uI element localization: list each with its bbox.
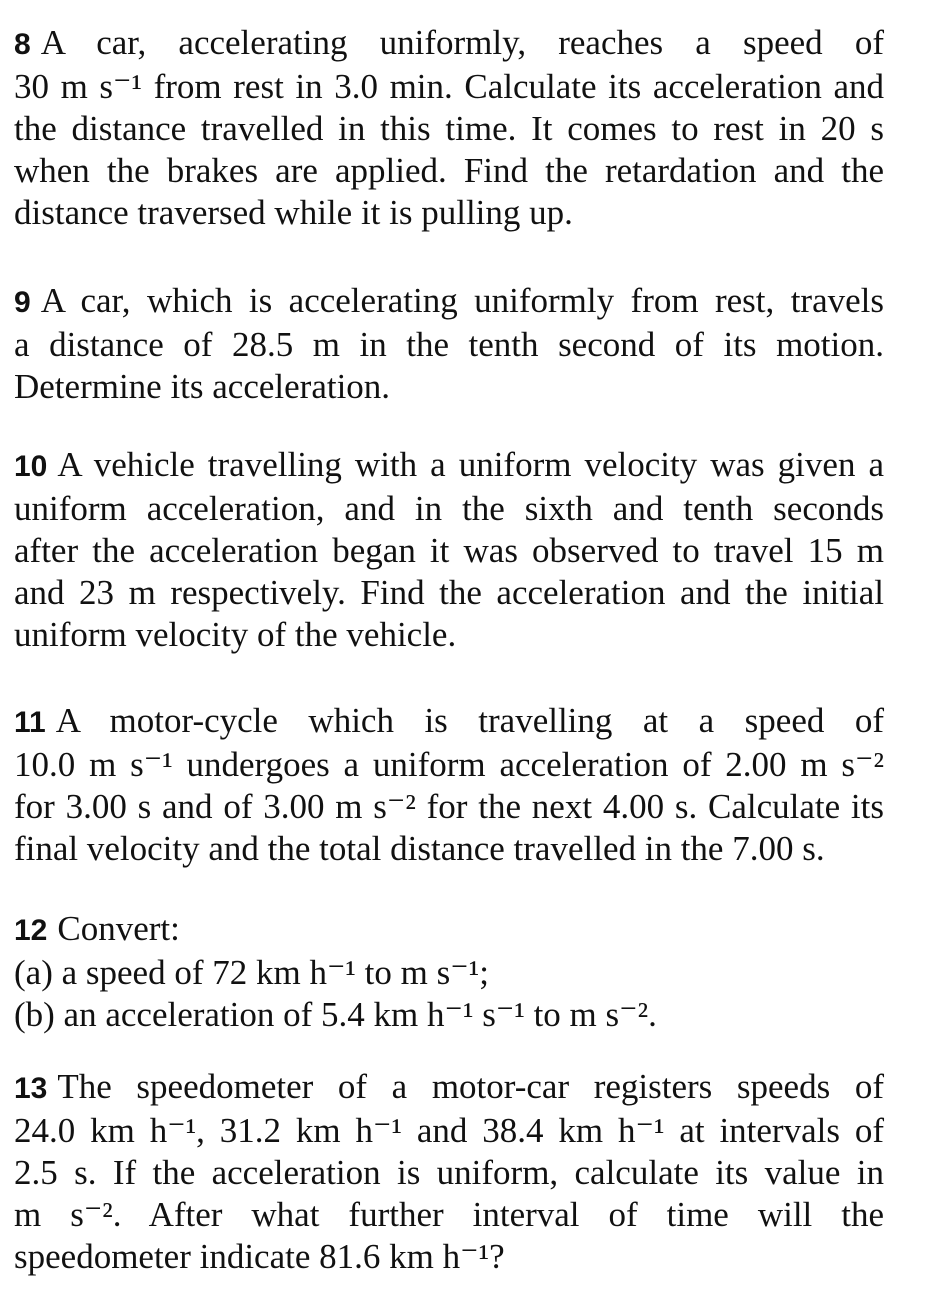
problem-line: the distance travelled in this time. It comes to rest in 20 s	[14, 109, 884, 148]
problem-number: 9	[14, 286, 31, 319]
problem-line: (a) a speed of 72 km h⁻¹ to m s⁻¹;	[14, 953, 489, 992]
problem-11	[14, 700, 884, 870]
problem-text: Convert:	[57, 909, 180, 948]
problem-line: distance traversed while it is pulling up.	[14, 193, 573, 232]
problem-12	[14, 908, 884, 1036]
problem-line	[14, 700, 884, 744]
problem-line	[14, 22, 884, 66]
problem-line: 10.0 m s⁻¹ undergoes a uniform acceleration of 2.00 m s⁻²	[14, 745, 884, 784]
problem-number: 12	[14, 914, 48, 947]
problem-text: A vehicle travelling with a uniform velocity was given a	[57, 445, 884, 484]
problem-number: 8	[14, 28, 31, 61]
problem-line: m s⁻². After what further interval of time will the	[14, 1195, 884, 1234]
problem-text: A car, accelerating uniformly, reaches a speed of	[40, 23, 884, 62]
problem-text: The speedometer of a motor-car registers speeds of	[57, 1067, 884, 1106]
problem-text: A car, which is accelerating uniformly from rest, travels	[40, 281, 884, 320]
problem-line: after the acceleration began it was observed to travel 15 m	[14, 531, 884, 570]
problem-line: final velocity and the total distance travelled in the 7.00 s.	[14, 829, 825, 868]
problem-line: Determine its acceleration.	[14, 367, 391, 406]
problem-line	[14, 280, 884, 324]
problem-line	[14, 1066, 884, 1110]
problem-number: 11	[14, 706, 46, 739]
problem-9	[14, 280, 884, 408]
problem-line: 24.0 km h⁻¹, 31.2 km h⁻¹ and 38.4 km h⁻¹ at intervals of	[14, 1111, 884, 1150]
problem-text: A motor-cycle which is travelling at a speed of	[55, 701, 884, 740]
problem-line: (b) an acceleration of 5.4 km h⁻¹ s⁻¹ to m s⁻².	[14, 995, 657, 1034]
problem-line	[14, 444, 884, 488]
problem-line: for 3.00 s and of 3.00 m s⁻² for the next 4.00 s. Calculate its	[14, 787, 884, 826]
problem-line: uniform acceleration, and in the sixth and tenth seconds	[14, 489, 884, 528]
problem-8	[14, 22, 884, 234]
problem-line: uniform velocity of the vehicle.	[14, 615, 457, 654]
problem-10	[14, 444, 884, 656]
problem-line: 2.5 s. If the acceleration is uniform, calculate its value in	[14, 1153, 884, 1192]
problem-number: 10	[14, 450, 48, 483]
problem-number: 13	[14, 1072, 48, 1105]
problem-13	[14, 1066, 884, 1278]
problem-line: and 23 m respectively. Find the acceleration and the initial	[14, 573, 884, 612]
problem-line: 30 m s⁻¹ from rest in 3.0 min. Calculate its acceleration and	[14, 67, 884, 106]
problem-line: when the brakes are applied. Find the retardation and the	[14, 151, 884, 190]
problem-line: speedometer indicate 81.6 km h⁻¹?	[14, 1237, 505, 1276]
problem-line: a distance of 28.5 m in the tenth second of its motion.	[14, 325, 884, 364]
problem-line	[14, 908, 884, 952]
